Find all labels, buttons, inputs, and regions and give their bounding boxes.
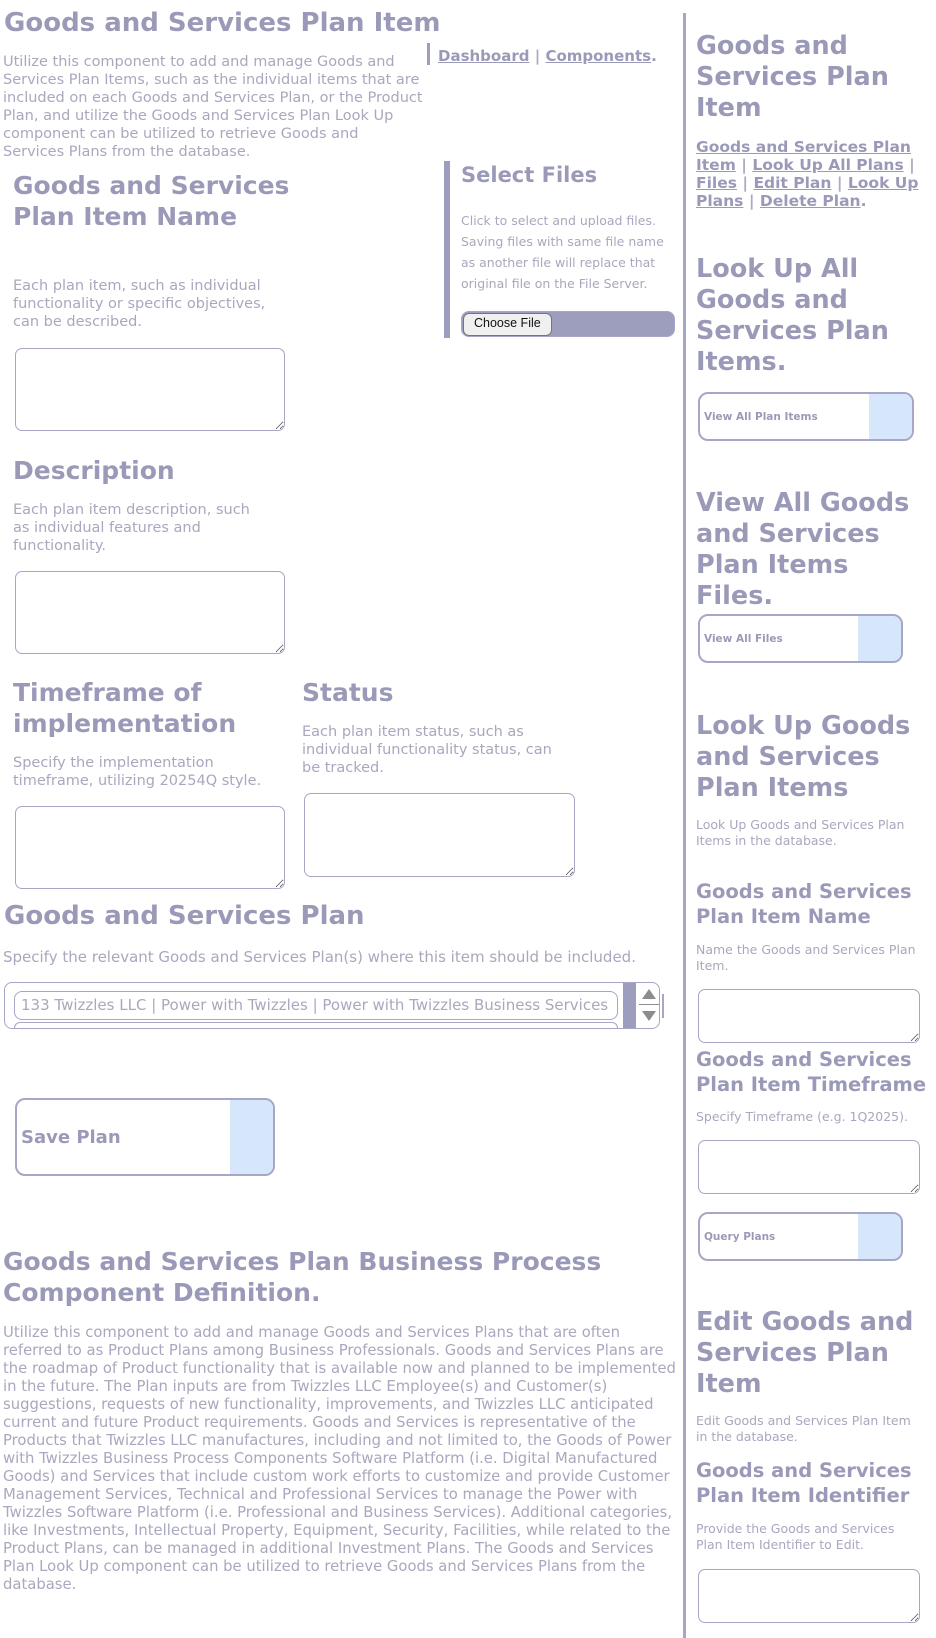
timeframe-desc: Specify the implementation timeframe, utilizing 20254Q style. [13,755,262,789]
save-plan-label: Save Plan [21,1127,121,1148]
sidebar-title: Goods and Services Plan Item [696,31,889,123]
sidebar-link-edit-plan[interactable]: Edit Plan [753,174,832,192]
arrow-divider [639,1004,659,1005]
view-files-title: View All Goods and Services Plan Items Files. [696,488,910,611]
edit-title: Edit Goods and Services Plan Item [696,1307,914,1399]
select-edge [662,994,664,1018]
lookup-title: Look Up Goods and Services Plan Items [696,711,911,803]
sidebar-link-files[interactable]: Files [696,174,737,192]
select-files-title: Select Files [461,163,598,187]
lookup-timeframe-desc: Specify Timeframe (e.g. 1Q2025). [696,1109,908,1124]
plan-multiselect[interactable] [4,982,660,1029]
item-name-title: Goods and Services Plan Item Name [13,171,290,231]
sidebar-link-look-up-plans[interactable]: Look Up Plans [696,174,919,210]
lookup-name-title: Goods and Services Plan Item Name [696,880,912,928]
sidebar-link-delete-plan[interactable]: Delete Plan [759,192,861,210]
files-accent-bar [444,161,450,338]
edit-identifier-desc: Provide the Goods and Services Plan Item Identifier to Edit. [696,1521,895,1552]
sidebar-link-sep: | [741,156,747,174]
arrow-up-icon[interactable] [642,989,656,999]
definition-body: Utilize this component to add and manage Goods and Services Plans that are often referred to as Product Plans among Business Professionals. Goods and Services Plans are the roadmap of Product functionality that is available now and planned to be implemented in the future. The Plan inputs are from Twizzles LLC Employee(s) and Customer(s) suggestions, requests of new functionality, improvements, and Twizzles LLC anticipated current and future Product requirements. Goods and Services is representative of the Products that Twizzles LLC manufactures, including and not limited to, the Goods of Power with Twizzles Business Process Components Software Platform (i.e. Digital Manufactured Goods) and Services that include custom work efforts to customize and provide Customer Management Services, Technical and Professional Services to manage the Power with Twizzles Software Platform (i.e. Professional and Business Services). Additional categories, like Investments, Intellectual Property, Equipment, Security, Facilities, while related to the Product Plans, can be managed in additional Investment Plans. The Goods and Services Plan Look Up component can be utilized to retrieve Goods and Services Plans from the database. [3,1324,676,1593]
sidebar-link-sep: | [742,174,749,192]
plan-select-title: Goods and Services Plan [4,901,365,931]
save-plan-button[interactable] [15,1098,275,1176]
choose-file-button[interactable]: Choose File [463,313,552,336]
plan-select-desc: Specify the relevant Goods and Services Plan(s) where this item should be included. [3,948,636,966]
breadcrumb [438,47,657,65]
description-input[interactable] [15,571,285,654]
plan-option-next[interactable] [14,1022,618,1028]
button-cap [230,1100,273,1174]
plan-option[interactable]: 133 Twizzles LLC | Power with Twizzles | Power with Twizzles Business Services [14,991,618,1020]
timeframe-input[interactable] [15,806,285,889]
sidebar-link-sep: | [909,156,915,174]
breadcrumb-bar [427,43,430,65]
lookup-all-title: Look Up All Goods and Services Plan Items. [696,254,889,377]
lookup-name-input[interactable] [698,989,920,1043]
lookup-timeframe-input[interactable] [698,1140,920,1194]
scrollbar-track[interactable] [623,983,636,1028]
button-cap [858,616,901,661]
status-desc: Each plan item status, such as individual functionality status, can be tracked. [302,724,552,776]
button-cap [869,394,912,439]
view-all-files-button[interactable] [698,614,903,663]
view-all-plan-items-label: View All Plan Items [704,411,818,423]
file-input[interactable] [461,311,675,337]
description-title: Description [13,456,175,485]
edit-identifier-title: Goods and Services Plan Item Identifier [696,1459,912,1507]
sidebar-nav [696,138,928,210]
page-intro: Utilize this component to add and manage Goods and Services Plan Items, such as the individual items that are included on each Goods and Services Plan, or the Product Plan, and utilize the Goods and Services Plan Look Up component can be utilized to retrieve Goods and Services Plans from the database. [3,54,423,160]
breadcrumb-components-link[interactable]: Components [545,47,652,65]
view-all-files-label: View All Files [704,633,783,645]
sidebar-divider [683,13,686,1638]
item-name-desc: Each plan item, such as individual functionality or specific objectives, can be described. [13,278,266,330]
breadcrumb-separator: | [534,47,541,65]
status-title: Status [302,678,394,707]
item-name-input[interactable] [15,348,285,431]
sidebar-link-sep: | [836,174,843,192]
scroll-arrows[interactable] [639,987,657,1025]
arrow-down-icon[interactable] [642,1011,656,1021]
view-all-plan-items-button[interactable] [698,392,914,441]
lookup-name-desc: Name the Goods and Services Plan Item. [696,942,916,973]
definition-title: Goods and Services Plan Business Process Component Definition. [3,1247,602,1307]
timeframe-title: Timeframe of implementation [13,678,237,738]
sidebar-link-sep: | [748,192,755,210]
edit-desc: Edit Goods and Services Plan Item in the database. [696,1413,911,1444]
edit-identifier-input[interactable] [698,1569,920,1623]
query-plans-button[interactable] [698,1212,903,1261]
page-title: Goods and Services Plan Item [4,8,441,38]
lookup-timeframe-title: Goods and Services Plan Item Timeframe [696,1048,927,1096]
sidebar-link-plan-item[interactable]: Goods and Services Plan Item [696,138,911,174]
status-input[interactable] [304,793,575,877]
select-files-desc: Click to select and upload files. Saving files with same file name as another file will replace that original file on the File Server. [461,213,664,291]
query-plans-label: Query Plans [704,1231,776,1243]
lookup-desc: Look Up Goods and Services Plan Items in the database. [696,817,905,848]
sidebar-link-end: . [860,192,867,210]
description-desc: Each plan item description, such as individual features and functionality. [13,502,250,554]
breadcrumb-dashboard-link[interactable]: Dashboard [438,47,530,65]
breadcrumb-end: . [651,47,657,65]
sidebar-link-look-up-all[interactable]: Look Up All Plans [752,156,904,174]
button-cap [858,1214,901,1259]
